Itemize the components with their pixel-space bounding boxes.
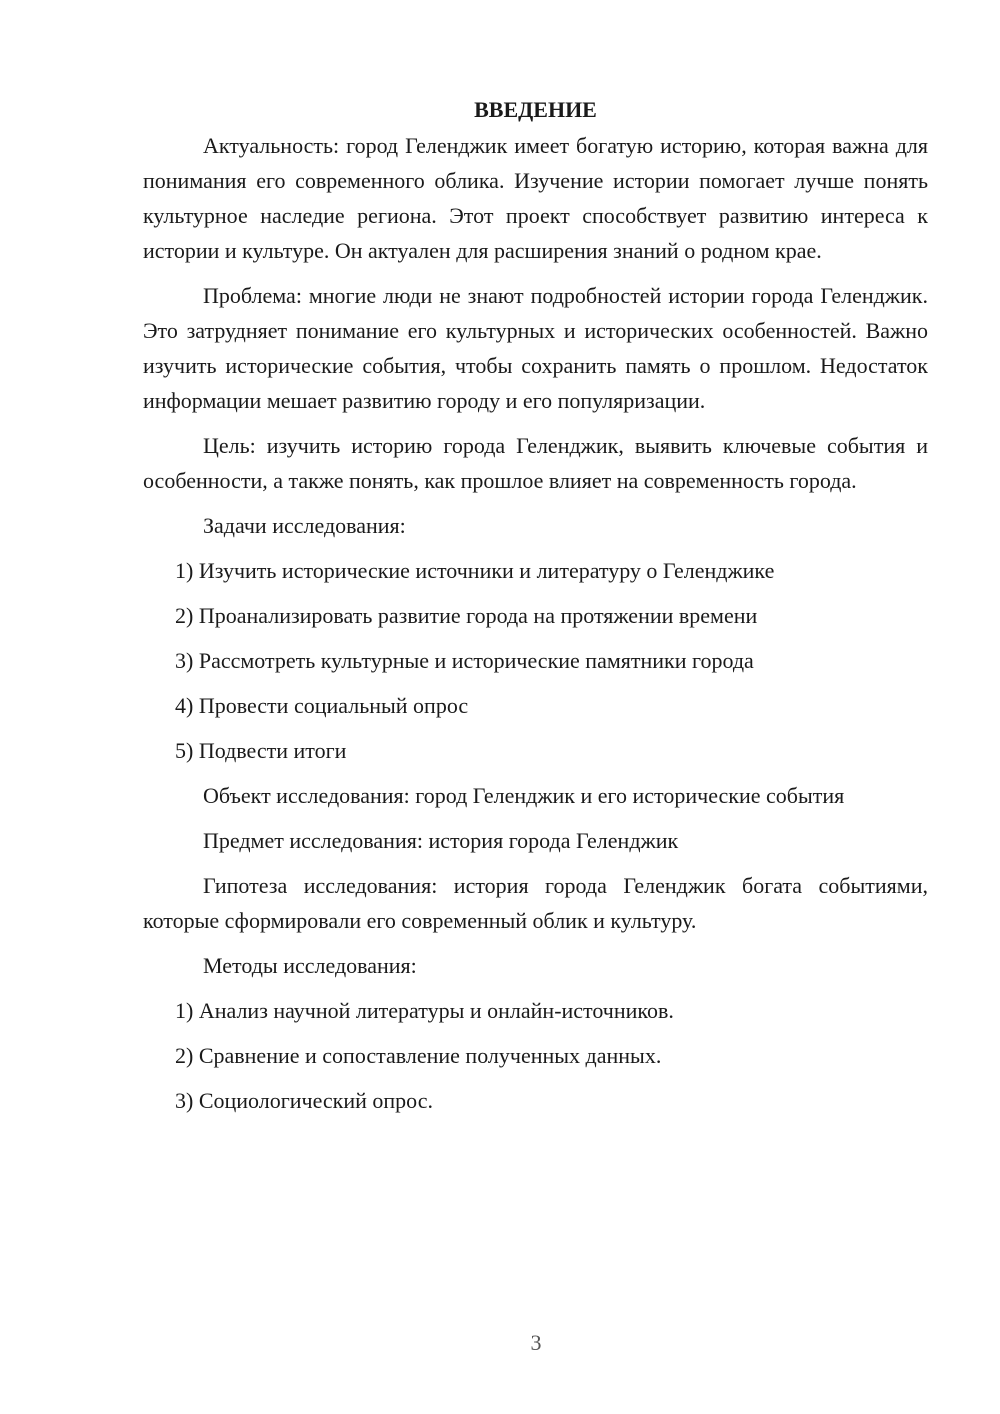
list-item-text: Проанализировать развитие города на протяжении времени [198,603,758,628]
subject-paragraph: Предмет исследования: история города Геленджик [203,828,679,853]
hypothesis-paragraph: Гипотеза исследования: история города Геленджик богата событиями, которые сформировали его современный облик и культуру. [143,873,928,933]
list-item-text: Анализ научной литературы и онлайн-источников. [198,998,674,1023]
document-page [143,92,928,1128]
list-item-number: 1) [175,558,194,583]
list-item-text: Провести социальный опрос [198,693,469,718]
list-item-number: 2) [175,603,194,628]
list-item-number: 2) [175,1043,194,1068]
list-item-text: Изучить исторические источники и литературу о Геленджике [198,558,775,583]
problem-paragraph: Проблема: многие люди не знают подробностей истории города Геленджик. Это затрудняет понимание его культурных и исторических особенностей. Важно изучить исторические события, чтобы сохранить память о прошлом. Недостаток информации мешает развитию городу и его популяризации. [143,283,928,413]
list-item-text: Подвести итоги [198,738,347,763]
page-number: 3 [530,1330,542,1355]
list-item [143,993,928,1028]
list-item-number: 1) [175,998,194,1023]
list-item-number: 5) [175,738,194,763]
list-item-number: 4) [175,693,194,718]
tasks-list [143,553,928,768]
list-item [143,688,928,723]
list-item [143,598,928,633]
list-item [143,1083,928,1118]
object-paragraph: Объект исследования: город Геленджик и его исторические события [203,783,845,808]
list-item [143,1038,928,1073]
list-item-number: 3) [175,1088,194,1113]
list-item [143,643,928,678]
goal-paragraph: Цель: изучить историю города Геленджик, выявить ключевые события и особенности, а также понять, как прошлое влияет на современность города. [143,433,928,493]
list-item-text: Социологический опрос. [198,1088,433,1113]
methods-title: Методы исследования: [203,953,417,978]
list-item [143,553,928,588]
page-title: ВВЕДЕНИЕ [474,97,597,122]
methods-list [143,993,928,1118]
list-item [143,733,928,768]
relevance-paragraph: Актуальность: город Геленджик имеет богатую историю, которая важна для понимания его современного облика. Изучение истории помогает лучше понять культурное наследие региона. Этот проект способствует развитию интереса к истории и культуре. Он актуален для расширения знаний о родном крае. [143,133,928,263]
tasks-title: Задачи исследования: [203,513,406,538]
list-item-number: 3) [175,648,194,673]
list-item-text: Рассмотреть культурные и исторические памятники города [198,648,754,673]
list-item-text: Сравнение и сопоставление полученных данных. [198,1043,662,1068]
